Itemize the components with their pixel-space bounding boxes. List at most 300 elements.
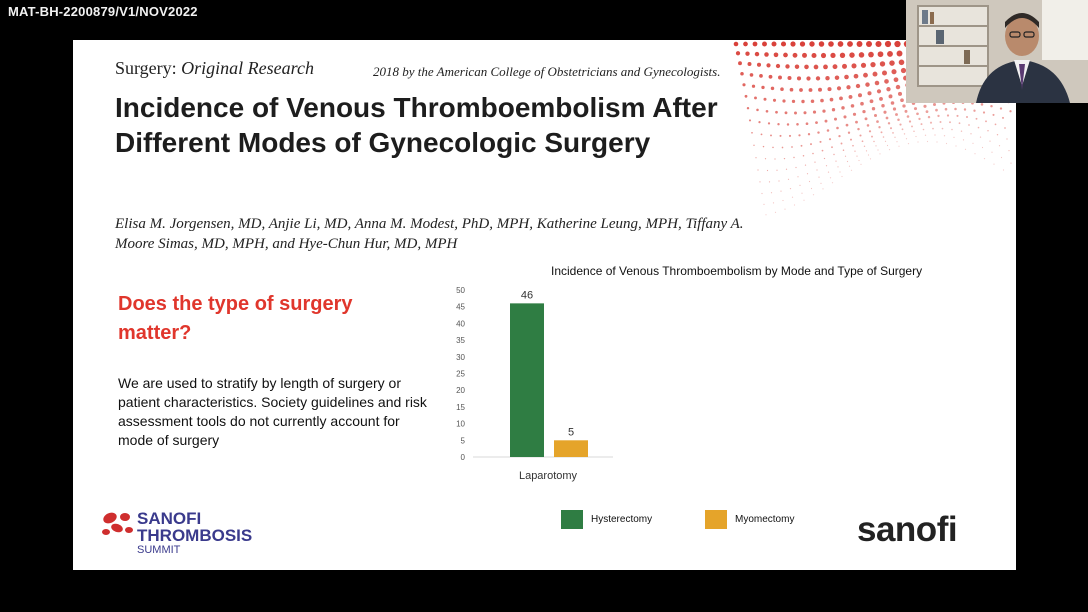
decorative-dot [904,133,905,134]
legend-item-myomectomy [705,510,794,529]
decorative-dot [911,125,913,127]
legend-swatch [561,510,583,529]
decorative-dot [928,116,930,118]
decorative-dot [833,154,834,155]
decorative-dot [902,104,905,107]
decorative-dot [940,121,942,123]
decorative-dot [801,193,802,194]
decorative-dot [785,64,789,68]
decorative-dot [831,146,833,148]
decorative-dot [923,105,926,108]
decorative-dot [899,124,901,126]
decorative-dot [856,156,857,157]
decorative-dot [935,109,938,112]
decorative-dot [764,98,767,101]
decorative-dot [779,135,781,137]
decorative-dot [889,60,894,65]
decorative-dot [981,103,984,106]
decorative-dot [824,158,825,159]
decorative-dot [794,204,795,205]
decorative-dot [1002,117,1004,119]
decorative-dot [886,87,890,91]
decorative-dot [806,76,810,80]
decorative-dot [769,181,770,182]
decorative-dot [841,176,842,177]
decorative-dot [875,81,880,86]
author-list: Elisa M. Jorgensen, MD, Anjie Li, MD, Anna M. Modest, PhD, MPH, Katherine Leung, MPH, Tiffany A. Moore Simas, MD, MPH, and Hye-Chun Hur, MD, MPH [115,216,744,252]
decorative-dot [897,118,900,121]
decorative-dot [880,61,885,66]
decorative-dot [806,122,809,125]
decorative-dot [888,122,890,124]
decorative-dot [959,122,961,124]
y-tick-label: 30 [456,352,465,362]
decorative-dot [780,191,781,192]
decorative-dot [814,65,819,70]
decorative-dot [891,69,896,74]
decorative-dot [761,86,764,89]
decorative-dot [776,170,777,171]
decorative-dot [757,63,761,67]
y-tick-label: 25 [456,369,465,379]
data-label-hysterectomy: 46 [520,289,534,302]
decorative-dot [858,93,862,97]
decorative-dot [898,92,902,96]
decorative-dot [835,75,840,80]
decorative-dot [851,170,852,171]
decorative-dot [846,85,850,89]
decorative-dot [816,169,817,170]
decorative-dot [771,192,772,193]
decorative-dot [832,182,833,183]
decorative-dot [923,129,925,131]
decorative-dot [889,149,890,150]
decorative-dot [765,158,766,159]
decorative-dot [871,136,873,138]
decorative-dot [947,114,949,116]
decorative-dot [767,170,768,171]
decorative-dot [826,165,827,166]
decorative-dot [865,82,869,86]
decorative-dot [825,120,828,123]
decorative-dot [1003,169,1004,170]
decorative-dot [825,76,829,80]
decorative-dot [832,108,835,111]
decorative-dot [902,128,904,130]
slide-question: Does the type of surgery matter? [118,293,353,344]
decorative-dot [790,188,791,189]
decorative-dot [810,143,812,145]
decorative-dot [909,120,911,122]
decorative-dot [811,188,812,189]
decorative-dot [906,138,907,139]
decorative-dot [813,111,816,114]
decorative-dot [738,61,742,65]
decorative-dot [992,114,994,116]
decorative-dot [1009,110,1011,112]
decorative-dot [1010,163,1011,164]
decorative-dot [897,51,903,57]
decorative-dot [913,131,915,133]
decorative-dot [809,88,813,92]
decorative-dot [873,141,874,142]
decorative-dot [925,135,926,136]
y-tick-label: 35 [456,336,465,346]
decorative-dot [792,197,793,198]
decorative-dot [894,41,900,47]
decorative-dot [868,52,874,58]
logo-line-2: THROMBOSIS [137,526,253,545]
decorative-dot [802,53,807,58]
decorative-dot [896,85,900,89]
decorative-dot [856,84,860,88]
decorative-dot [995,124,997,126]
decorative-dot [812,153,814,155]
y-tick-label: 40 [456,319,465,329]
decorative-dot [809,41,814,46]
decorative-dot [753,42,758,47]
copyright-line: 2018 by the American College of Obstetricians and Gynecologists. [373,64,721,79]
decorative-dot [801,145,803,147]
decorative-dot [989,141,990,142]
decorative-dot [782,99,785,102]
decorative-dot [822,109,825,112]
decorative-dot [860,102,864,106]
decorative-dot [890,127,892,129]
decorative-dot [828,172,829,173]
decorative-dot [954,108,957,111]
decorative-dot [804,65,809,70]
decorative-dot [963,139,964,140]
decorative-dot [934,134,935,135]
decorative-dot [792,100,795,103]
decorative-dot [827,87,831,91]
decorative-dot [885,41,891,47]
decorative-dot [1006,138,1007,139]
y-tick-label: 20 [456,386,465,396]
decorative-dot [926,110,929,113]
decorative-dot [786,169,787,170]
decorative-dot [755,157,756,158]
y-tick-label: 50 [456,286,465,295]
decorative-dot [838,135,840,137]
decorative-dot [881,131,883,133]
decorative-dot [974,153,975,154]
decorative-dot [814,161,815,162]
decorative-dot [819,141,821,143]
decorative-dot [755,52,759,56]
decorative-dot [785,111,788,114]
decorative-dot [758,121,760,123]
decorative-dot [894,77,899,82]
decorative-dot [865,117,868,120]
decorative-dot [860,164,861,165]
decorative-dot [818,88,822,92]
decorative-dot [807,173,808,174]
decorative-dot [743,42,748,47]
decorative-dot [836,127,839,130]
y-tick-label: 10 [456,419,465,429]
decorative-dot [796,123,799,126]
decorative-dot [775,111,778,114]
decorative-dot [883,136,885,138]
legend-label: Myomectomy [735,514,795,525]
slide-body-text: We are used to stratify by length of surgery or patient characteristics. Society guidelines and risk assessment tools do not currently account for mode of surgery [118,375,427,448]
decorative-dot [846,124,849,127]
decorative-dot [787,76,791,80]
decorative-dot [833,64,838,69]
decorative-dot [953,137,954,138]
category-label: Laparotomy [518,470,578,482]
decorative-dot [763,204,764,205]
decorative-dot [915,136,916,137]
decorative-dot [944,135,945,136]
decorative-dot [801,100,804,103]
decorative-dot [808,133,810,135]
decorative-dot [933,103,936,106]
decorative-dot [857,128,859,130]
decorative-dot [859,134,861,136]
decorative-dot [972,143,973,144]
decorative-dot [916,112,919,115]
decorative-dot [843,115,846,118]
decorative-dot [874,114,877,117]
journal-section [115,58,314,79]
decorative-dot [1000,107,1002,109]
decorative-dot [784,209,785,210]
decorative-dot [877,149,878,150]
decorative-dot [870,99,874,103]
decorative-dot [734,42,739,47]
decorative-dot [878,51,884,57]
legend-item-hysterectomy [561,510,652,529]
decorative-dot [997,134,998,135]
decorative-dot [834,118,837,121]
decorative-dot [820,183,821,184]
decorative-dot [840,53,845,58]
decorative-dot [908,143,909,144]
decorative-dot [766,110,769,113]
presenter-webcam [906,0,1088,103]
decorative-dot [851,63,856,68]
y-tick-label: 0 [460,453,465,462]
decorative-dot [914,107,917,110]
decorative-dot [797,176,798,177]
bar-chart [443,280,643,490]
decorative-dot [968,124,970,126]
decorative-dot [882,70,887,75]
decorative-dot [1008,150,1009,151]
decorative-dot [774,158,775,159]
decorative-dot [817,131,819,133]
decorative-dot [809,181,810,182]
decorative-dot [748,62,752,66]
decorative-dot [918,118,920,120]
decorative-dot [850,139,852,141]
decorative-dot [803,200,804,201]
decorative-dot [790,41,795,46]
decorative-dot [927,141,928,142]
decorative-dot [999,145,1000,146]
decorative-dot [782,147,784,149]
decorative-dot [905,110,908,113]
decorative-dot [844,75,849,80]
decorative-dot [862,140,864,142]
bar-hysterectomy [510,303,544,457]
decorative-dot [898,146,899,147]
decorative-dot [811,99,815,103]
decorative-dot [921,123,923,125]
decorative-dot [828,41,834,47]
decorative-dot [946,143,947,144]
decorative-dot [878,126,880,128]
decorative-dot [837,86,841,90]
decorative-dot [772,42,777,47]
decorative-dot [891,101,895,105]
decorative-dot [883,111,886,114]
decorative-dot [819,41,825,47]
chart-title: Incidence of Venous Thromboembolism by Mode and Type of Surgery [551,264,923,278]
decorative-dot [970,133,971,134]
y-tick-label: 15 [456,402,465,412]
decorative-dot [936,141,937,142]
decorative-dot [991,152,992,153]
sanofi-thrombosis-summit-logo [101,510,311,560]
decorative-dot [853,113,856,116]
decorative-dot [799,88,803,92]
decorative-dot [791,146,793,148]
decorative-dot [887,145,888,146]
decorative-dot [892,132,894,134]
decorative-dot [841,106,844,109]
decorative-dot [740,72,744,76]
decorative-dot [761,193,762,194]
decorative-dot [736,51,740,55]
decorative-dot [803,155,805,157]
decorative-dot [868,154,869,155]
decorative-dot [976,118,978,120]
decorative-dot [768,122,770,124]
decorative-dot [849,52,854,57]
decorative-dot [770,134,772,136]
decorative-dot [848,132,850,134]
decorative-dot [861,63,866,68]
decorative-dot [773,202,774,203]
decorative-dot [821,53,826,58]
decorative-dot [862,110,865,113]
legend-swatch [705,510,727,529]
decorative-dot [787,123,789,125]
y-tick-label: 45 [456,302,465,312]
decorative-dot [830,98,834,102]
decorative-dot [982,147,983,148]
decorative-dot [955,145,956,146]
decorative-dot [793,53,798,58]
decorative-dot [978,127,980,129]
decorative-dot [818,177,819,178]
decorative-dot [1001,157,1002,158]
decorative-dot [951,129,953,131]
decorative-dot [756,109,759,112]
decorative-dot [956,115,958,117]
decorative-dot [894,137,895,138]
decorative-dot [793,157,794,158]
sanofi-logo: sanofi [857,510,958,549]
decorative-dot [775,212,776,213]
decorative-dot [773,99,776,102]
decorative-dot [849,166,850,167]
data-label-myomectomy: 5 [567,426,575,439]
decorative-dot [854,74,859,79]
decorative-dot [778,180,779,181]
decorative-dot [752,85,755,88]
decorative-dot [795,64,799,68]
decorative-dot [875,41,881,47]
decorative-dot [851,104,855,108]
decorative-dot [867,124,870,127]
decorative-dot [886,117,889,120]
decorative-dot [811,53,816,58]
decorative-dot [983,111,985,113]
decorative-dot [784,158,785,159]
decorative-dot [870,62,875,67]
decorative-dot [987,130,988,131]
decorative-dot [872,107,875,110]
decorative-dot [830,177,831,178]
decorative-dot [761,133,763,135]
decorative-dot [777,123,779,125]
decorative-dot [885,141,886,142]
decorative-dot [822,150,824,152]
decorative-dot [866,150,867,151]
decorative-dot [965,149,966,150]
decorative-dot [823,65,828,70]
decorative-dot [842,64,847,69]
decorative-dot [879,153,880,154]
decorative-dot [771,87,774,90]
presenter-video-feed [906,0,1088,103]
decorative-dot [789,135,791,137]
decorative-dot [858,160,859,161]
decorative-dot [764,52,769,57]
decorative-dot [762,42,767,47]
decorative-dot [849,95,853,99]
decorative-dot [859,52,865,58]
decorative-dot [845,156,846,157]
decorative-dot [759,74,763,78]
decorative-dot [830,53,835,58]
decorative-dot [782,200,783,201]
decorative-dot [827,129,830,132]
decorative-dot [942,128,944,130]
section-label-italic: Original Research [181,58,314,78]
logo-line-3: SUMMIT [137,544,181,556]
decorative-dot [829,138,831,140]
decorative-dot [820,99,824,103]
decorative-dot [873,72,878,77]
decorative-dot [835,161,836,162]
decorative-dot [857,41,863,47]
decorative-dot [907,115,910,118]
decorative-dot [984,158,985,159]
decorative-dot [863,73,868,78]
decorative-dot [774,52,779,57]
decorative-dot [875,145,876,146]
decorative-dot [895,113,898,116]
y-tick-label: 5 [460,436,465,446]
decorative-dot [854,151,855,152]
decorative-dot [1004,127,1006,129]
